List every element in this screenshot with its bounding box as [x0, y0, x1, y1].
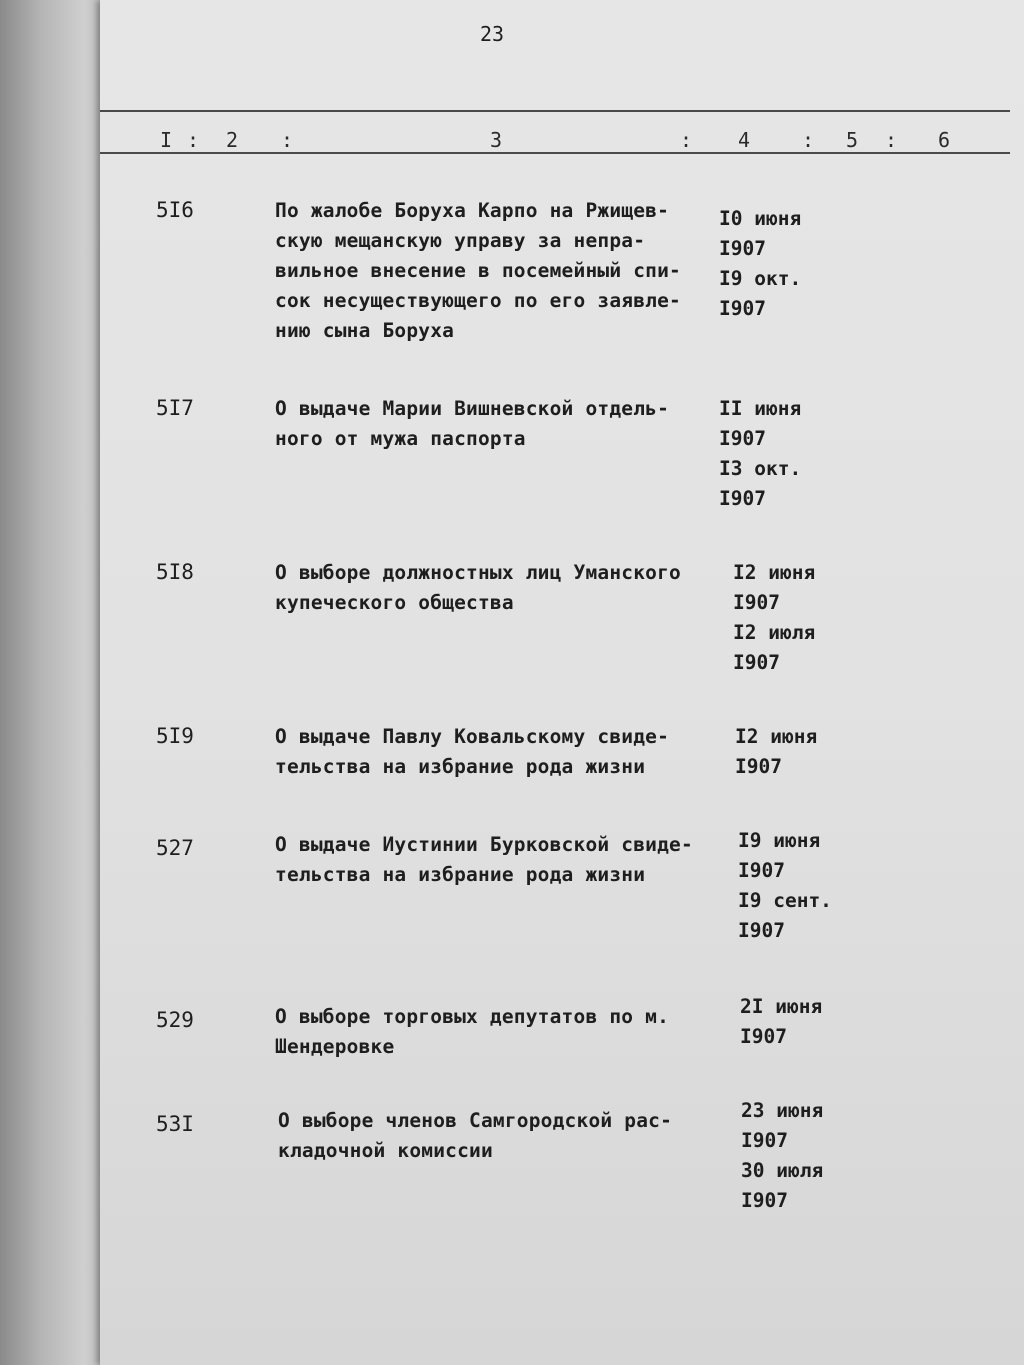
- date-start: 2I июня: [740, 995, 823, 1018]
- description-line: нию сына Боруха: [275, 319, 455, 342]
- entry-dates: [738, 826, 888, 946]
- description-line: По жалобе Боруха Карпо на Ржищев-: [275, 199, 670, 222]
- column-separator: :: [281, 128, 294, 152]
- entry-description: [275, 196, 725, 346]
- header-rule-top: [100, 110, 1010, 112]
- entry-number: 527: [156, 836, 194, 860]
- entry-number: 5I9: [156, 724, 194, 748]
- entry-number: 5I8: [156, 560, 194, 584]
- column-separator: :: [680, 128, 693, 152]
- date-start: I2 июня: [735, 725, 818, 748]
- column-header-1: I: [160, 128, 173, 152]
- entry-description: [275, 830, 725, 890]
- entry-dates: [719, 204, 869, 324]
- date-start: I0 июня: [719, 207, 802, 230]
- description-line: тельства на избрание рода жизни: [275, 863, 646, 886]
- entry-number: 5I7: [156, 396, 194, 420]
- year-start: I907: [741, 1129, 788, 1152]
- entry-description: [275, 1002, 725, 1062]
- year-start: I907: [719, 237, 766, 260]
- entry-description: [275, 722, 725, 782]
- header-rule-bottom: [100, 152, 1010, 154]
- entry-dates: [735, 722, 885, 782]
- entry-description: [278, 1106, 728, 1166]
- description-line: О выборе торговых депутатов по м.: [275, 1005, 670, 1028]
- date-start: 23 июня: [741, 1099, 824, 1122]
- column-header-2: 2: [226, 128, 239, 152]
- column-separator: :: [802, 128, 815, 152]
- description-line: скую мещанскую управу за непра-: [275, 229, 646, 252]
- entry-number: 53I: [156, 1112, 194, 1136]
- entry-description: [275, 558, 725, 618]
- page-number: 23: [480, 22, 505, 46]
- date-start: I9 июня: [738, 829, 821, 852]
- description-line: О выдаче Павлу Ковальскому свиде-: [275, 725, 670, 748]
- date-end: I9 сент.: [738, 889, 832, 912]
- year-start: I907: [735, 755, 782, 778]
- entry-description: [275, 394, 725, 454]
- year-end: I907: [733, 651, 780, 674]
- year-start: I907: [740, 1025, 787, 1048]
- entry-dates: [741, 1096, 891, 1216]
- entry-dates: [719, 394, 869, 514]
- description-line: О выдаче Иустинии Бурковской свиде-: [275, 833, 693, 856]
- column-separator: :: [187, 128, 200, 152]
- description-line: вильное внесение в посемейный спи-: [275, 259, 681, 282]
- year-end: I907: [719, 487, 766, 510]
- date-start: II июня: [719, 397, 802, 420]
- description-line: купеческого общества: [275, 591, 514, 614]
- column-header-4: 4: [738, 128, 751, 152]
- entry-dates: [733, 558, 883, 678]
- date-end: I2 июля: [733, 621, 816, 644]
- description-line: О выборе членов Самгородской рас-: [278, 1109, 673, 1132]
- date-end: I3 окт.: [719, 457, 802, 480]
- description-line: тельства на избрание рода жизни: [275, 755, 646, 778]
- column-header-5: 5: [846, 128, 859, 152]
- description-line: ного от мужа паспорта: [275, 427, 526, 450]
- year-end: I907: [741, 1189, 788, 1212]
- description-line: Шендеровке: [275, 1035, 395, 1058]
- previous-page-edge: [0, 0, 104, 1365]
- column-header-3: 3: [490, 128, 503, 152]
- year-start: I907: [738, 859, 785, 882]
- column-header-6: 6: [938, 128, 951, 152]
- date-end: 30 июля: [741, 1159, 824, 1182]
- year-end: I907: [738, 919, 785, 942]
- description-line: кладочной комиссии: [278, 1139, 493, 1162]
- description-line: О выборе должностных лиц Уманского: [275, 561, 681, 584]
- year-start: I907: [719, 427, 766, 450]
- column-separator: :: [885, 128, 898, 152]
- description-line: О выдаче Марии Вишневской отдель-: [275, 397, 670, 420]
- entry-number: 5I6: [156, 198, 194, 222]
- date-start: I2 июня: [733, 561, 816, 584]
- date-end: I9 окт.: [719, 267, 802, 290]
- description-line: сок несуществующего по его заявле-: [275, 289, 681, 312]
- year-end: I907: [719, 297, 766, 320]
- entry-number: 529: [156, 1008, 194, 1032]
- entry-dates: [740, 992, 890, 1052]
- year-start: I907: [733, 591, 780, 614]
